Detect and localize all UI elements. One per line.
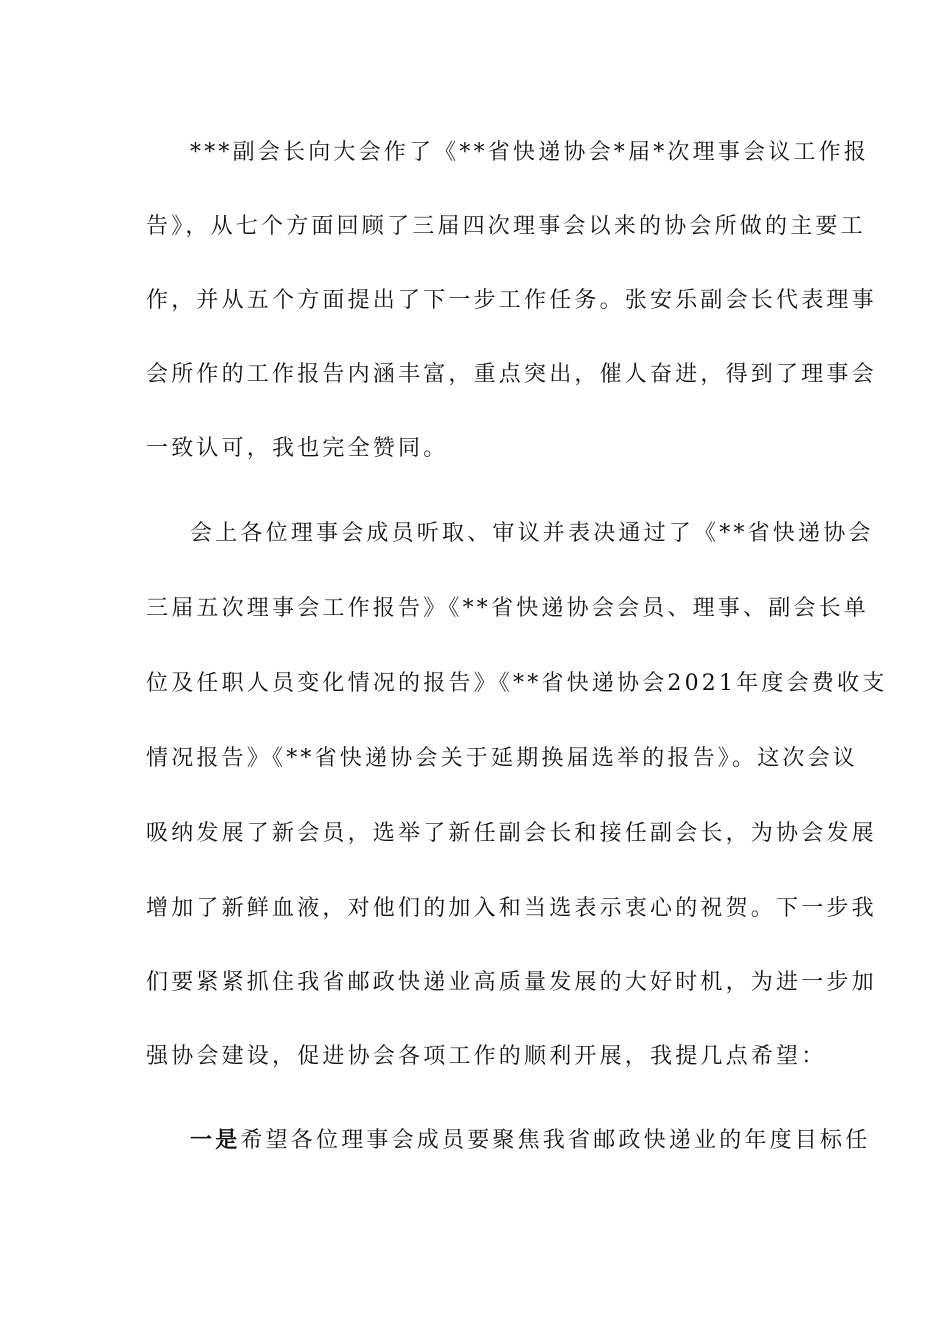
paragraph-1-line-2: 告》，从七个方面回顾了三届四次理事会以来的协会所做的主要工 <box>146 214 866 239</box>
paragraph-2-line-5: 吸纳发展了新会员，选举了新任副会长和接任副会长，为协会发展 <box>146 821 877 846</box>
paragraph-1-line-1: ***副会长向大会作了《**省快递协会*届*次理事会议工作报 <box>190 140 870 165</box>
paragraph-1-line-3: 作，并从五个方面提出了下一步工作任务。张安乐副会长代表理事 <box>146 288 877 313</box>
paragraph-1-line-4: 会所作的工作报告内涵丰富，重点突出，催人奋进，得到了理事会 <box>146 362 877 387</box>
paragraph-2-line-6: 增加了新鲜血液，对他们的加入和当选表示衷心的祝贺。下一步我 <box>146 896 877 921</box>
paragraph-2-line-7: 们要紧紧抓住我省邮政快递业高质量发展的大好时机，为进一步加 <box>146 970 877 995</box>
paragraph-3-line-1 <box>190 1126 871 1156</box>
paragraph-2-line-8: 强协会建设，促进协会各项工作的顺利开展，我提几点希望： <box>146 1044 827 1069</box>
paragraph-2-line-2: 三届五次理事会工作报告》《**省快递协会会员、理事、副会长单 <box>146 596 870 621</box>
paragraph-2-line-3: 位及任职人员变化情况的报告》《**省快递协会2021年度会费收支 <box>146 671 888 696</box>
paragraph-2-line-1: 会上各位理事会成员听取、审议并表决通过了《**省快递协会 <box>190 521 874 546</box>
paragraph-3-lead: 一是 <box>190 1128 241 1153</box>
paragraph-2-line-4: 情况报告》《**省快递协会关于延期换届选举的报告》。这次会议 <box>146 746 859 771</box>
paragraph-1-line-5: 一致认可，我也完全赞同。 <box>146 436 449 461</box>
paragraph-3-text: 希望各位理事会成员要聚焦我省邮政快递业的年度目标任 <box>240 1128 871 1153</box>
